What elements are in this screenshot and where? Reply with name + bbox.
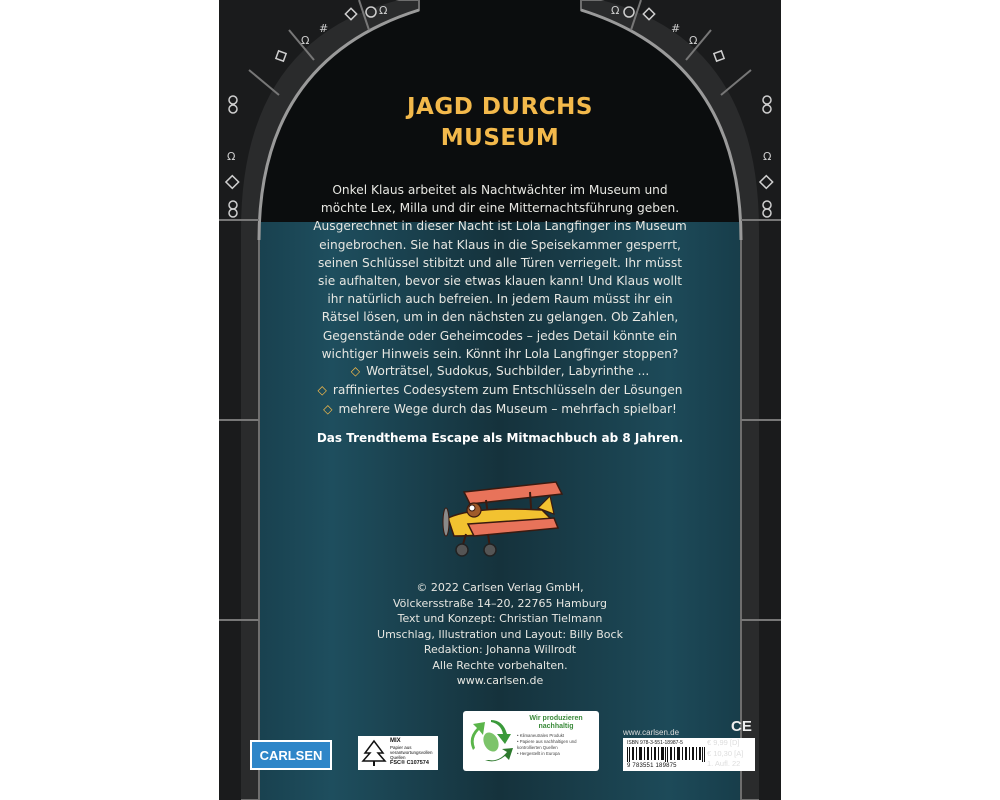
- publisher-url: www.carlsen.de: [623, 728, 680, 737]
- feature-list: [279, 362, 721, 419]
- fsc-code: FSC® C107574: [390, 760, 429, 766]
- list-item: ◇ raffiniertes Codesystem zum Entschlüsseln der Lösungen: [317, 383, 683, 397]
- sustainability-badge: [463, 711, 599, 771]
- imprint-url: www.carlsen.de: [456, 674, 544, 687]
- tagline: Das Trendthema Escape als Mitmachbuch ab 8 Jahren.: [316, 431, 684, 445]
- book-back-cover: [219, 0, 781, 800]
- title-line-1: JAGD DURCHS: [406, 94, 593, 120]
- eco-list: [517, 733, 599, 757]
- price-austria: € 10,30 [A]: [707, 748, 744, 758]
- fsc-text: Papier aus verantwortungsvollen Quellen: [390, 745, 433, 760]
- list-item: ◇ mehrere Wege durch das Museum – mehrfach spielbar!: [323, 402, 677, 416]
- title-line-2: MUSEUM: [440, 125, 560, 151]
- diamond-icon: ◇: [323, 402, 333, 416]
- list-item: • Papiere aus nachhaltigen und kontrollierten Quellen: [517, 739, 577, 750]
- fsc-tree-icon: [361, 739, 387, 767]
- imprint-line: Umschlag, Illustration und Layout: Billy Bock: [377, 627, 623, 641]
- imprint-line: Völckersstraße 14–20, 22765 Hamburg: [393, 596, 607, 610]
- ce-mark: CE: [731, 718, 752, 735]
- book-title: [219, 92, 781, 154]
- price-germany: € 9,99 [D]: [707, 738, 740, 747]
- imprint-line: Alle Rechte vorbehalten.: [432, 658, 568, 672]
- carlsen-logo: CARLSEN: [250, 740, 332, 770]
- svg-text:Ω: Ω: [227, 150, 236, 163]
- svg-text:#: #: [319, 22, 329, 35]
- barcode-icon: [627, 747, 705, 762]
- blurb-text: Onkel Klaus arbeitet als Nachtwächter im Museum und möchte Lex, Milla und dir eine Mitternachtsführung geben. Ausgerechnet in dieser Nacht ist Lola Langfinger ins Museum eingebrochen. Sie hat Klaus in die Speisekammer gesperrt, seinen Schlüssel stibitzt und alle Türen verriegelt. Ihr müsst sie aufhalten, bevor sie etwas klauen kann! Und Klaus wollt ihr natürlich auch befreien. In jedem Raum müsst ihr ein Rätsel lösen, um in den nächsten zu gelangen. Ob Zahlen, Gegenstände oder Geheimcodes – jedes Detail könnte ein wichtiger Hinweis sein. Könnt ihr Lola Langfinger stoppen?: [313, 183, 687, 361]
- svg-text:Ω: Ω: [689, 34, 698, 47]
- recycle-leaf-icon: [469, 718, 513, 764]
- svg-text:#: #: [671, 22, 681, 35]
- imprint: [319, 580, 681, 689]
- isbn-text: ISBN 978-3-551-18987-5: [627, 740, 683, 746]
- svg-text:Ω: Ω: [611, 4, 620, 17]
- list-item: • Hergestellt in Europa: [517, 751, 560, 756]
- imprint-line: Redaktion: Johanna Willrodt: [423, 643, 577, 656]
- biplane-illustration: [434, 478, 564, 562]
- fsc-mix: MIX: [390, 738, 401, 744]
- imprint-line: Text und Konzept: Christian Tielmann: [397, 612, 603, 625]
- edition: 1. Aufl. 22: [707, 759, 741, 768]
- svg-text:Ω: Ω: [301, 34, 310, 47]
- svg-text:Ω: Ω: [763, 150, 772, 163]
- list-item: ◇ Worträtsel, Sudokus, Suchbilder, Labyrinthe ...: [350, 364, 650, 378]
- price-block: [707, 738, 757, 770]
- diamond-icon: ◇: [317, 383, 327, 397]
- list-item: • Klimaneutrales Produkt: [517, 733, 565, 738]
- fsc-label: [358, 736, 438, 770]
- barcode-digits: 9 783551 189875: [627, 763, 677, 769]
- svg-text:Ω: Ω: [379, 4, 388, 17]
- imprint-line: © 2022 Carlsen Verlag GmbH,: [416, 581, 584, 594]
- diamond-icon: ◇: [350, 364, 361, 378]
- eco-title: Wir produzieren nachhaltig: [529, 715, 583, 730]
